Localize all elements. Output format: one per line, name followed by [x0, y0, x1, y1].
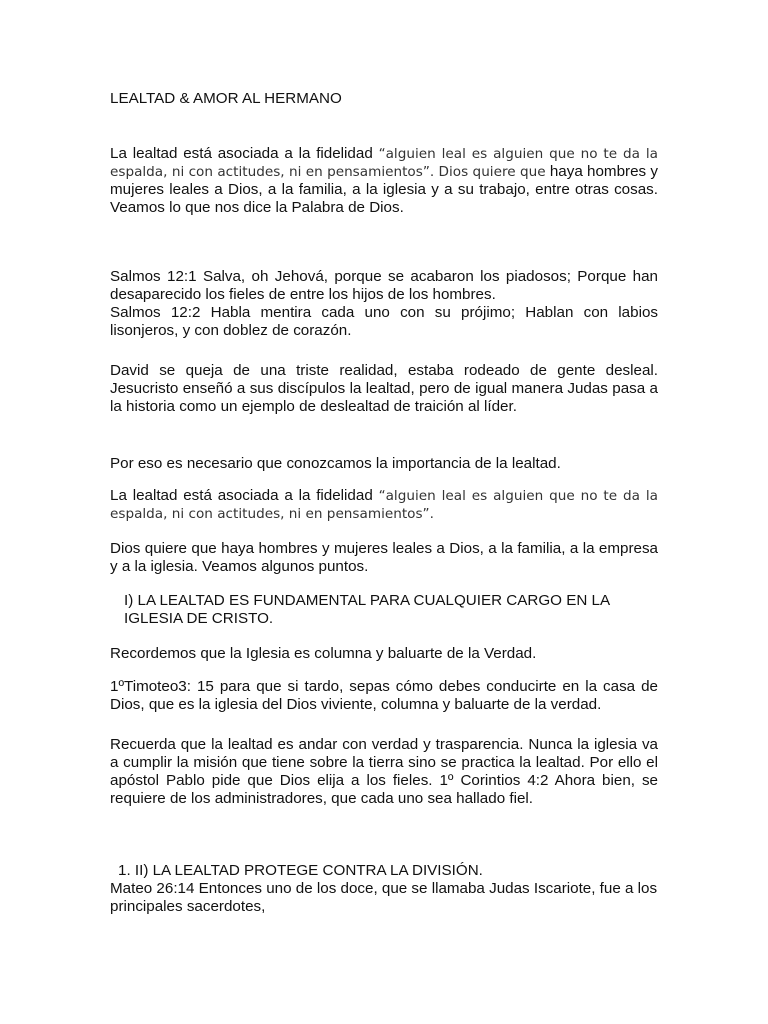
church-paragraph: Recordemos que la Iglesia es columna y baluarte de la Verdad. — [110, 645, 537, 662]
intro-paragraph — [110, 145, 658, 217]
timothy-paragraph: 1ºTimoteo3: 15 para que si tardo, sepas cómo debes conducirte en la casa de Dios, que es la iglesia del Dios viviente, columna y baluarte de la verdad. — [110, 678, 658, 713]
intro-lead: La lealtad está asociada a la fidelidad — [110, 145, 379, 162]
psalms-paragraph — [110, 268, 658, 340]
matthew-paragraph: Mateo 26:14 Entonces uno de los doce, que se llamaba Judas Iscariote, fue a los principales sacerdotes, — [110, 880, 658, 915]
psalm-12-1: Salmos 12:1 Salva, oh Jehová, porque se acabaron los piadosos; Porque han desaparecido los fieles de entre los hijos de los hombres. — [110, 268, 658, 303]
remember-paragraph: Recuerda que la lealtad es andar con verdad y trasparencia. Nunca la iglesia va a cumplir la misión que tiene sobre la tierra sino se practica la lealtad. Por ello el apóstol Pablo pide que Dios elija a los fieles. 1º Corintios 4:2 Ahora bien, se requiere de los administradores, que cada uno sea hallado fiel. — [110, 736, 658, 807]
section-heading-1: I) LA LEALTAD ES FUNDAMENTAL PARA CUALQUIER CARGO EN LA IGLESIA DE CRISTO. — [124, 592, 610, 627]
document-title: LEALTAD & AMOR AL HERMANO — [110, 90, 342, 107]
fidelity-paragraph — [110, 487, 658, 523]
david-paragraph: David se queja de una triste realidad, estaba rodeado de gente desleal. Jesucristo enseñó a sus discípulos la lealtad, pero de igual manera Judas pasa a la historia como un ejemplo de deslealtad de traición al líder. — [110, 362, 658, 415]
section-heading-2: 1. II) LA LEALTAD PROTEGE CONTRA LA DIVISIÓN. — [118, 862, 483, 879]
god-wants-paragraph: Dios quiere que haya hombres y mujeres leales a Dios, a la familia, a la empresa y a la iglesia. Veamos algunos puntos. — [110, 540, 658, 575]
psalm-12-2: Salmos 12:2 Habla mentira cada uno con su prójimo; Hablan con labios lisonjeros, y con doblez de corazón. — [110, 304, 658, 339]
intro-rest: haya hombres y mujeres leales a Dios, a la familia, a la iglesia y a su trabajo, entre otras cosas. Veamos lo que nos dice la Palabra de Dios. — [110, 163, 658, 216]
importance-paragraph: Por eso es necesario que conozcamos la importancia de la lealtad. — [110, 455, 561, 472]
fidelity-lead: La lealtad está asociada a la fidelidad — [110, 487, 379, 504]
intro-quote: “alguien leal es alguien que no te da la espalda, ni con actitudes, ni en pensamientos”. Dios quiere que — [110, 146, 658, 180]
fidelity-quote: “alguien leal es alguien que no te da la espalda, ni con actitudes, ni en pensamientos”. — [110, 488, 658, 522]
